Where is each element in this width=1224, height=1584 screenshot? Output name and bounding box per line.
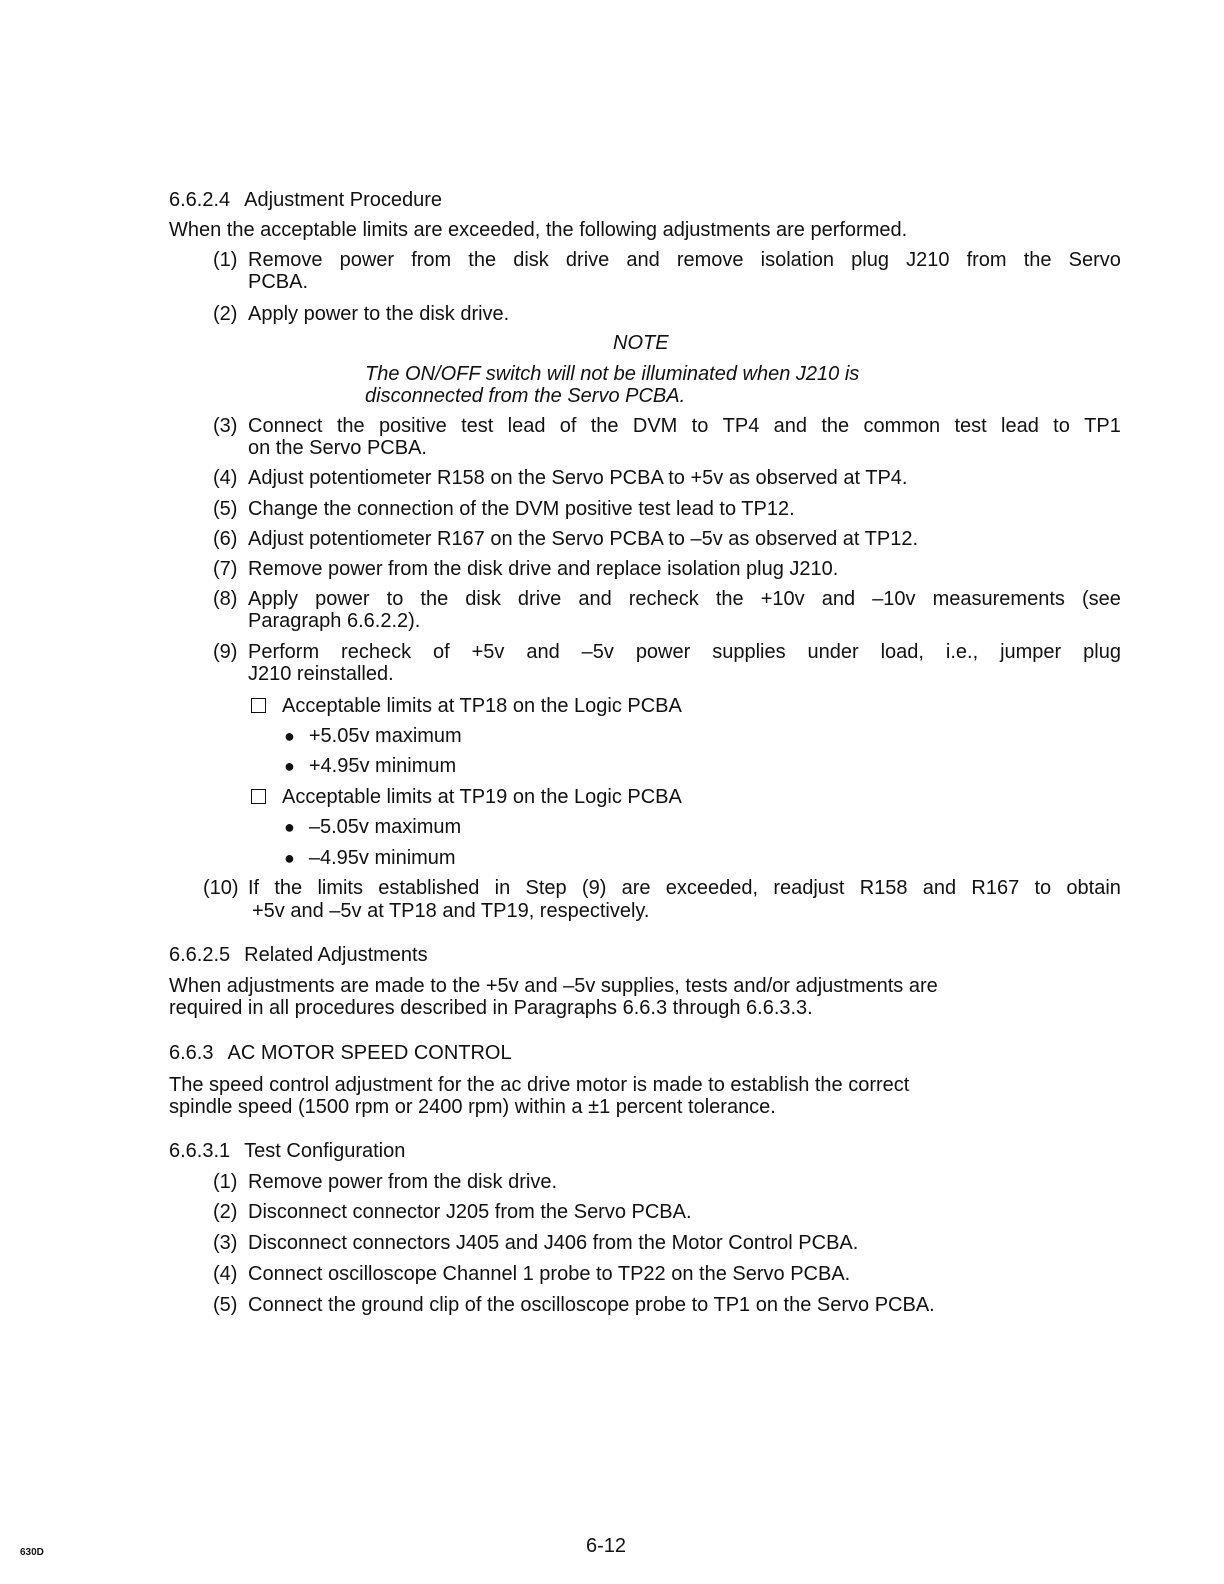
bullet-item: ● –4.95v minimum <box>284 847 456 869</box>
step-text-cont: Paragraph 6.6.2.2). <box>248 610 421 632</box>
bullet-icon: ● <box>284 726 295 746</box>
step-text-cont: J210 reinstalled. <box>248 663 394 685</box>
step-text: Remove power from the disk drive. <box>248 1171 558 1193</box>
step-text: Connect the positive test lead of the DVM to TP4 and the common test lead to TP1 <box>248 415 1121 437</box>
note-heading: NOTE <box>613 332 669 354</box>
step-text: If the limits established in Step (9) are exceeded, readjust R158 and R167 to obtain <box>248 877 1121 899</box>
step-text: Change the connection of the DVM positive test lead to TP12. <box>248 498 795 520</box>
bullet-icon: ● <box>284 817 295 837</box>
step-number: (9) <box>213 641 238 663</box>
section-title: Related Adjustments <box>244 944 428 966</box>
step-text: Adjust potentiometer R158 on the Servo PCBA to +5v as observed at TP4. <box>248 467 908 489</box>
step-number: (1) <box>213 249 238 271</box>
section-heading-6625 <box>169 944 428 966</box>
step-number: (2) <box>213 1201 238 1223</box>
paragraph-text-cont: required in all procedures described in Paragraphs 6.6.3 through 6.6.3.3. <box>169 997 813 1019</box>
step-text: Apply power to the disk drive and recheck the +10v and –10v measurements (see <box>248 588 1121 610</box>
step-text-cont: +5v and –5v at TP18 and TP19, respectively. <box>252 900 650 922</box>
bullet-item: ● +5.05v maximum <box>284 725 462 747</box>
step-text-cont: on the Servo PCBA. <box>248 437 427 459</box>
section-number: 6.6.3.1 <box>169 1140 231 1162</box>
note-text-cont: disconnected from the Servo PCBA. <box>365 385 686 407</box>
paragraph-text-cont: spindle speed (1500 rpm or 2400 rpm) within a ±1 percent tolerance. <box>169 1096 776 1118</box>
step-number: (5) <box>213 498 238 520</box>
step-text: Disconnect connectors J405 and J406 from the Motor Control PCBA. <box>248 1232 859 1254</box>
step-text: Connect oscilloscope Channel 1 probe to TP22 on the Servo PCBA. <box>248 1263 851 1285</box>
section-number: 6.6.2.5 <box>169 944 231 966</box>
step-number: (4) <box>213 1263 238 1285</box>
section-title: AC MOTOR SPEED CONTROL <box>227 1042 512 1064</box>
step-number: (1) <box>213 1171 238 1193</box>
section-number: 6.6.3 <box>169 1042 214 1064</box>
bullet-icon: ● <box>284 756 295 776</box>
step-number: (6) <box>213 528 238 550</box>
step-text: Perform recheck of +5v and –5v power supplies under load, i.e., jumper plug <box>248 641 1121 663</box>
step-text: Adjust potentiometer R167 on the Servo PCBA to –5v as observed at TP12. <box>248 528 919 550</box>
page-number: 6-12 <box>586 1535 627 1557</box>
paragraph-text: When adjustments are made to the +5v and –5v supplies, tests and/or adjustments are <box>169 975 938 997</box>
limits-label-tp19: Acceptable limits at TP19 on the Logic PCBA <box>251 786 682 808</box>
section-number: 6.6.2.4 <box>169 189 231 211</box>
step-number: (3) <box>213 415 238 437</box>
step-number: (4) <box>213 467 238 489</box>
step-number: (3) <box>213 1232 238 1254</box>
checkbox-icon <box>251 698 266 713</box>
step-number: (10) <box>203 877 239 899</box>
section-heading-6624 <box>169 189 442 211</box>
checkbox-icon <box>251 789 266 804</box>
step-text-cont: PCBA. <box>248 271 309 293</box>
step-number: (5) <box>213 1294 238 1316</box>
step-text: Remove power from the disk drive and replace isolation plug J210. <box>248 558 839 580</box>
limits-label-tp18: Acceptable limits at TP18 on the Logic PCBA <box>251 695 682 717</box>
section-title: Test Configuration <box>244 1140 406 1162</box>
section-title: Adjustment Procedure <box>244 189 443 211</box>
step-text: Remove power from the disk drive and remove isolation plug J210 from the Servo <box>248 249 1121 271</box>
section-intro: When the acceptable limits are exceeded, the following adjustments are performed. <box>169 219 908 241</box>
step-number: (8) <box>213 588 238 610</box>
section-heading-6631 <box>169 1140 405 1162</box>
bullet-icon: ● <box>284 848 295 868</box>
step-text: Disconnect connector J205 from the Servo PCBA. <box>248 1201 692 1223</box>
paragraph-text: The speed control adjustment for the ac drive motor is made to establish the correct <box>169 1074 910 1096</box>
step-text: Apply power to the disk drive. <box>248 303 510 325</box>
note-text: The ON/OFF switch will not be illuminated when J210 is <box>365 363 860 385</box>
bullet-item: ● –5.05v maximum <box>284 816 462 838</box>
step-text: Connect the ground clip of the oscilloscope probe to TP1 on the Servo PCBA. <box>248 1294 935 1316</box>
document-id: 630D <box>20 1547 44 1558</box>
bullet-item: ● +4.95v minimum <box>284 755 457 777</box>
section-heading-663 <box>169 1042 512 1064</box>
step-number: (7) <box>213 558 238 580</box>
step-number: (2) <box>213 303 238 325</box>
